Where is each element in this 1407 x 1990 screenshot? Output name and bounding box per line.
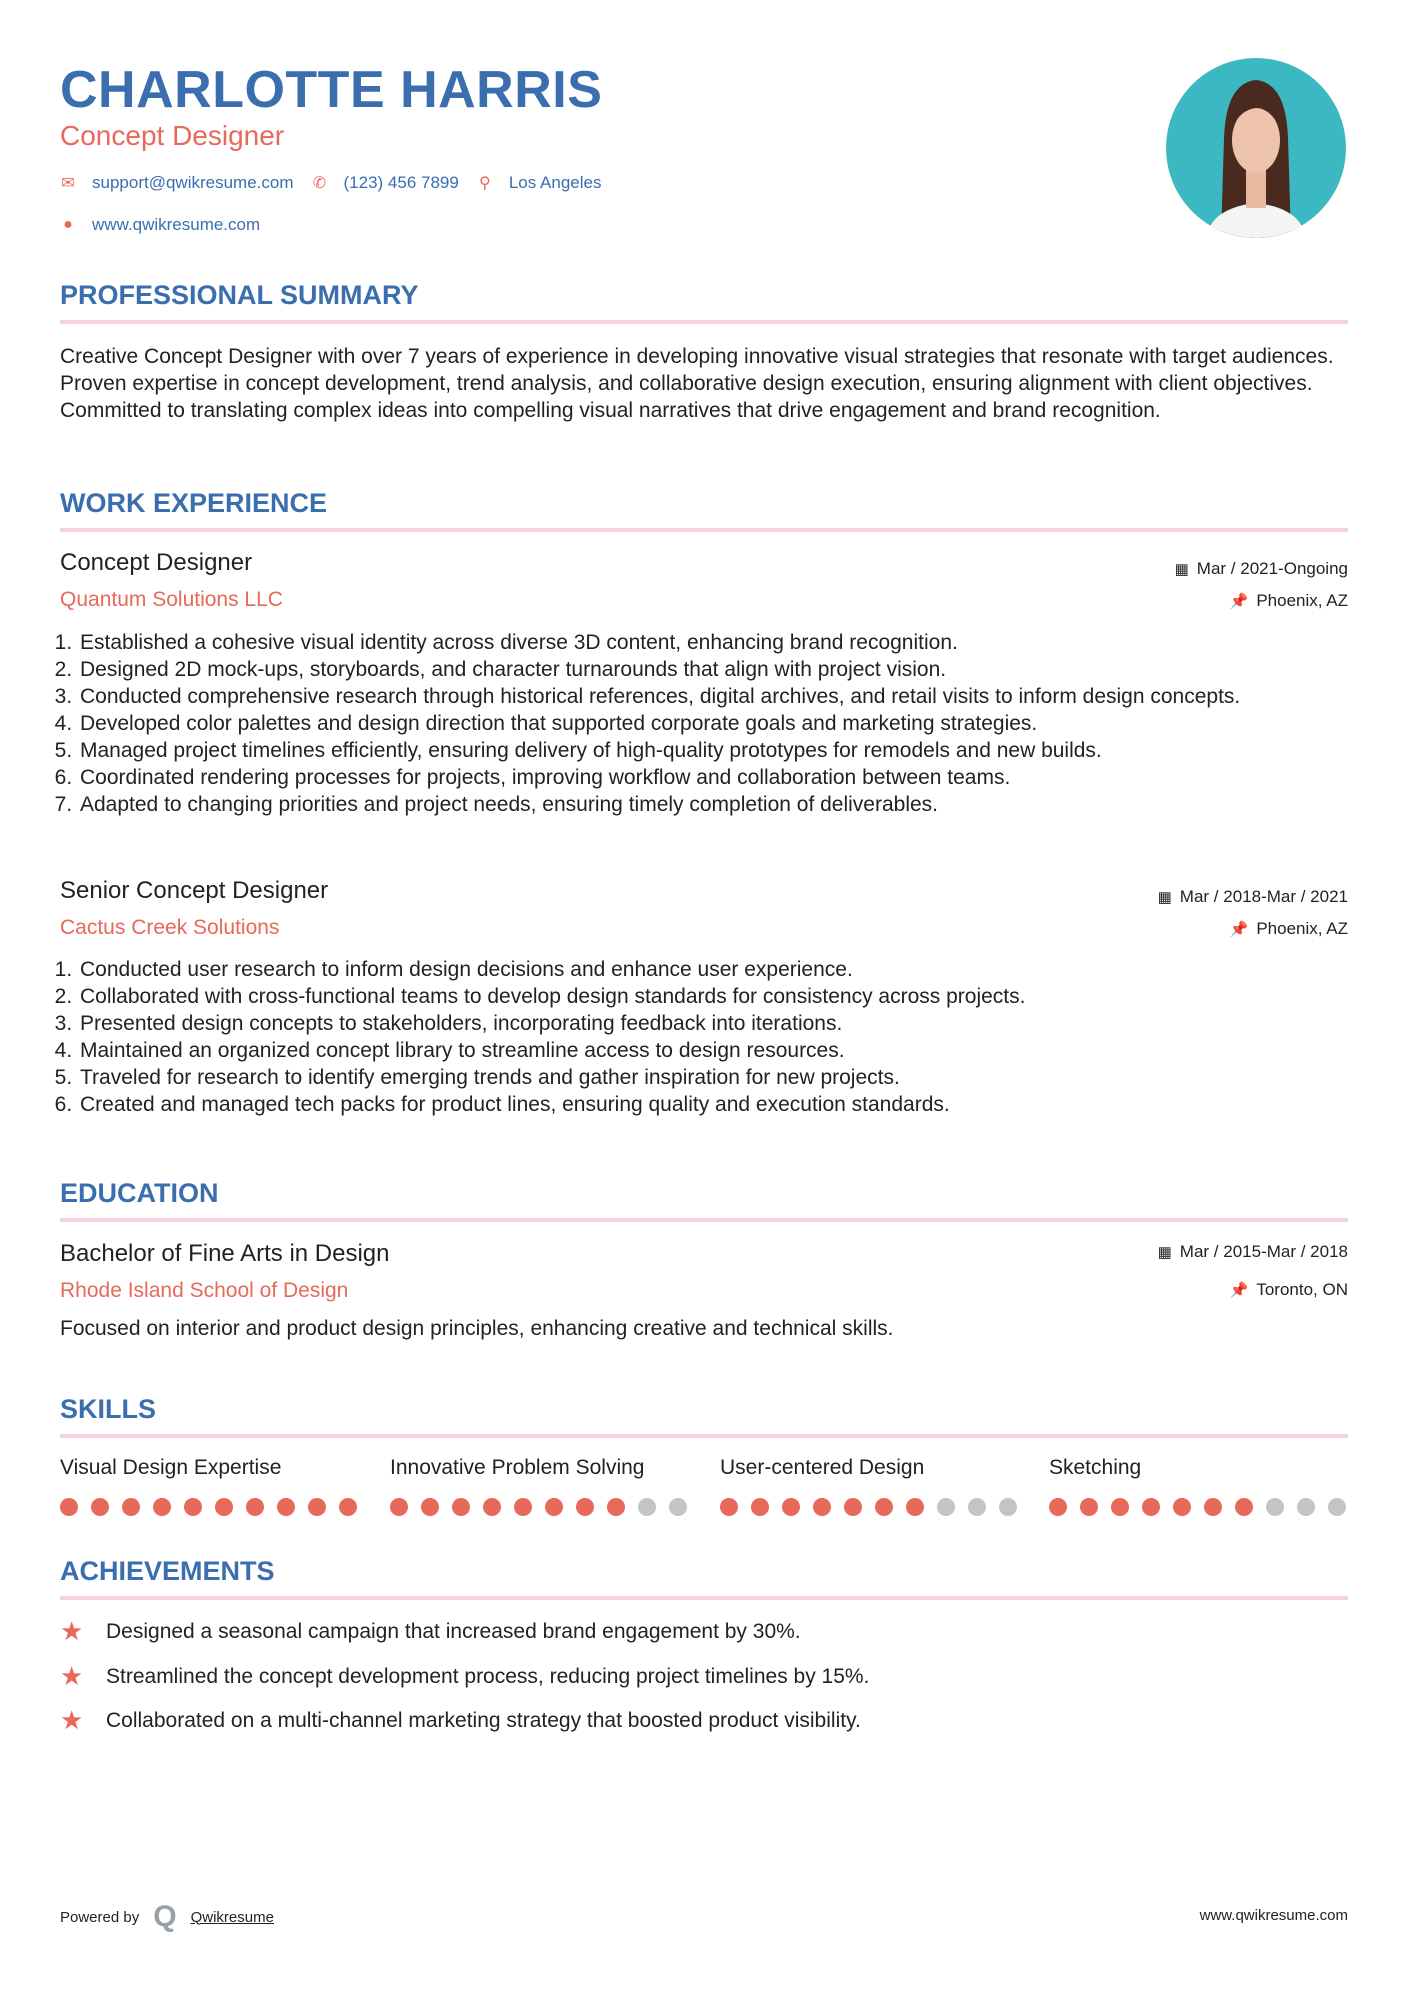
section-divider bbox=[60, 320, 1348, 324]
bullet-item: 5. Traveled for research to identify emerging trends and gather inspiration for new projects. bbox=[78, 1064, 1366, 1091]
star-icon: ★ bbox=[60, 1705, 84, 1735]
rating-dot-filled bbox=[1049, 1498, 1067, 1516]
work-heading: WORK EXPERIENCE bbox=[60, 488, 328, 518]
rating-dot-filled bbox=[1235, 1498, 1253, 1516]
rating-dot-filled bbox=[906, 1498, 924, 1516]
skill-rating bbox=[60, 1498, 360, 1516]
rating-dot-filled bbox=[1111, 1498, 1129, 1516]
job-title: Concept Designer bbox=[60, 120, 285, 151]
skill-rating bbox=[720, 1498, 1020, 1516]
rating-dot-filled bbox=[308, 1498, 326, 1516]
section-divider bbox=[60, 1434, 1348, 1438]
summary-heading: PROFESSIONAL SUMMARY bbox=[60, 280, 419, 310]
rating-dot-filled bbox=[1173, 1498, 1191, 1516]
rating-dot-empty bbox=[1297, 1498, 1315, 1516]
skill-rating bbox=[390, 1498, 690, 1516]
job-1-location bbox=[1230, 591, 1348, 611]
rating-dot-filled bbox=[1142, 1498, 1160, 1516]
pushpin-icon: 📌 bbox=[1229, 593, 1249, 610]
rating-dot-empty bbox=[937, 1498, 955, 1516]
rating-dot-filled bbox=[751, 1498, 769, 1516]
achievement-text: Designed a seasonal campaign that increased brand engagement by 30%. bbox=[106, 1619, 801, 1643]
website-link[interactable]: www.qwikresume.com bbox=[92, 215, 261, 234]
skill-rating bbox=[1049, 1498, 1349, 1516]
rating-dot-filled bbox=[607, 1498, 625, 1516]
bullet-item: 3. Presented design concepts to stakeholders, incorporating feedback into iterations. bbox=[78, 1010, 1366, 1037]
rating-dot-filled bbox=[153, 1498, 171, 1516]
star-icon: ★ bbox=[60, 1616, 84, 1646]
rating-dot-empty bbox=[1266, 1498, 1284, 1516]
school-name: Rhode Island School of Design bbox=[60, 1279, 349, 1302]
job-2-title: Senior Concept Designer bbox=[60, 877, 329, 904]
education-location bbox=[1230, 1280, 1348, 1300]
skill-name: Innovative Problem Solving bbox=[390, 1456, 645, 1479]
job-1-title: Concept Designer bbox=[60, 549, 253, 576]
rating-dot-filled bbox=[813, 1498, 831, 1516]
job-2-location bbox=[1230, 919, 1348, 939]
rating-dot-filled bbox=[215, 1498, 233, 1516]
rating-dot-filled bbox=[60, 1498, 78, 1516]
job-2-company: Cactus Creek Solutions bbox=[60, 916, 280, 939]
rating-dot-filled bbox=[339, 1498, 357, 1516]
bullet-item: 1. Established a cohesive visual identity across diverse 3D content, enhancing brand recognition. bbox=[78, 629, 1366, 656]
location-pin-icon: ⚲ bbox=[478, 175, 491, 192]
job-1-company: Quantum Solutions LLC bbox=[60, 588, 283, 611]
pushpin-icon: 📌 bbox=[1229, 1282, 1249, 1299]
achievement-item bbox=[60, 1661, 869, 1692]
profile-photo bbox=[1166, 58, 1346, 238]
bullet-item: 4. Developed color palettes and design direction that supported corporate goals and marketing strategies. bbox=[78, 710, 1366, 737]
calendar-icon: ▦ bbox=[1157, 1244, 1172, 1261]
rating-dot-filled bbox=[91, 1498, 109, 1516]
dates-text: Mar / 2018-Mar / 2021 bbox=[1179, 887, 1348, 906]
bullet-item: 2. Designed 2D mock-ups, storyboards, and character turnarounds that align with project vision. bbox=[78, 656, 1366, 683]
job-2-bullets bbox=[60, 956, 1366, 1118]
pushpin-icon: 📌 bbox=[1229, 921, 1249, 938]
bullet-item: 3. Conducted comprehensive research through historical references, digital archives, and retail visits to inform design concepts. bbox=[78, 683, 1366, 710]
skill-item bbox=[720, 1456, 1020, 1516]
skill-item bbox=[390, 1456, 690, 1516]
rating-dot-filled bbox=[452, 1498, 470, 1516]
skill-name: User-centered Design bbox=[720, 1456, 925, 1479]
skill-name: Sketching bbox=[1049, 1456, 1142, 1479]
location-text: Toronto, ON bbox=[1256, 1280, 1348, 1299]
job-2-dates bbox=[1158, 887, 1348, 907]
location-text: Phoenix, AZ bbox=[1256, 591, 1348, 610]
bullet-item: 4. Maintained an organized concept library to streamline access to design resources. bbox=[78, 1037, 1366, 1064]
dates-text: Mar / 2015-Mar / 2018 bbox=[1179, 1242, 1348, 1261]
rating-dot-filled bbox=[246, 1498, 264, 1516]
footer-powered-by bbox=[60, 1900, 274, 1934]
rating-dot-filled bbox=[545, 1498, 563, 1516]
job-1-dates bbox=[1175, 559, 1348, 579]
website-row bbox=[60, 215, 278, 235]
rating-dot-filled bbox=[483, 1498, 501, 1516]
bullet-item: 6. Created and managed tech packs for product lines, ensuring quality and execution standards. bbox=[78, 1091, 1366, 1118]
rating-dot-filled bbox=[1204, 1498, 1222, 1516]
bullet-item: 1. Conducted user research to inform design decisions and enhance user experience. bbox=[78, 956, 1366, 983]
rating-dot-filled bbox=[277, 1498, 295, 1516]
skill-item bbox=[1049, 1456, 1349, 1516]
bullet-item: 7. Adapted to changing priorities and project needs, ensuring timely completion of deliverables. bbox=[78, 791, 1366, 818]
achievement-text: Collaborated on a multi-channel marketing strategy that boosted product visibility. bbox=[106, 1708, 861, 1732]
rating-dot-filled bbox=[720, 1498, 738, 1516]
skill-name: Visual Design Expertise bbox=[60, 1456, 282, 1479]
skills-heading: SKILLS bbox=[60, 1394, 157, 1424]
education-description: Focused on interior and product design principles, enhancing creative and technical skills. bbox=[60, 1317, 894, 1340]
footer-website[interactable]: www.qwikresume.com bbox=[1199, 1907, 1348, 1924]
education-dates bbox=[1158, 1242, 1348, 1262]
achievement-text: Streamlined the concept development process, reducing project timelines by 15%. bbox=[106, 1664, 870, 1688]
achievements-heading: ACHIEVEMENTS bbox=[60, 1556, 275, 1586]
rating-dot-filled bbox=[514, 1498, 532, 1516]
rating-dot-empty bbox=[638, 1498, 656, 1516]
rating-dot-filled bbox=[184, 1498, 202, 1516]
phone-text: (123) 456 7899 bbox=[343, 173, 459, 192]
bullet-item: 2. Collaborated with cross-functional teams to develop design standards for consistency across projects. bbox=[78, 983, 1366, 1010]
rating-dot-filled bbox=[421, 1498, 439, 1516]
bullet-item: 6. Coordinated rendering processes for projects, improving workflow and collaboration between teams. bbox=[78, 764, 1366, 791]
candidate-name: CHARLOTTE HARRIS bbox=[60, 61, 603, 119]
rating-dot-filled bbox=[390, 1498, 408, 1516]
calendar-icon: ▦ bbox=[1157, 889, 1172, 906]
achievement-item bbox=[60, 1616, 801, 1647]
envelope-icon: ✉ bbox=[61, 175, 75, 192]
qwikresume-logo-icon: Q bbox=[153, 1900, 177, 1933]
rating-dot-filled bbox=[875, 1498, 893, 1516]
email-link[interactable]: support@qwikresume.com bbox=[92, 173, 294, 192]
star-icon: ★ bbox=[60, 1661, 84, 1691]
skill-item bbox=[60, 1456, 360, 1516]
summary-text: Creative Concept Designer with over 7 years of experience in developing innovative visual strategies that resonate with target audiences. Proven expertise in concept development, trend analysis, and collaborative design execution, ensuring alignment with client objectives. Committed to translating complex ideas into compelling visual narratives that drive engagement and brand recognition. bbox=[60, 345, 1334, 422]
achievement-item bbox=[60, 1705, 861, 1736]
section-divider bbox=[60, 528, 1348, 532]
rating-dot-empty bbox=[999, 1498, 1017, 1516]
rating-dot-filled bbox=[1080, 1498, 1098, 1516]
rating-dot-filled bbox=[576, 1498, 594, 1516]
qwikresume-link[interactable]: Qwikresume bbox=[190, 1908, 274, 1926]
rating-dot-filled bbox=[844, 1498, 862, 1516]
education-heading: EDUCATION bbox=[60, 1178, 219, 1208]
rating-dot-filled bbox=[122, 1498, 140, 1516]
job-1-bullets bbox=[60, 629, 1366, 818]
bullet-item: 5. Managed project timelines efficiently, ensuring delivery of high-quality prototypes for remodels and new builds. bbox=[78, 737, 1366, 764]
rating-dot-empty bbox=[1328, 1498, 1346, 1516]
calendar-icon: ▦ bbox=[1174, 561, 1189, 578]
section-divider bbox=[60, 1218, 1348, 1222]
dates-text: Mar / 2021-Ongoing bbox=[1196, 559, 1348, 578]
rating-dot-filled bbox=[782, 1498, 800, 1516]
rating-dot-empty bbox=[968, 1498, 986, 1516]
degree-title: Bachelor of Fine Arts in Design bbox=[60, 1240, 390, 1267]
globe-icon: ● bbox=[63, 216, 73, 233]
location-text: Phoenix, AZ bbox=[1256, 919, 1348, 938]
phone-icon: ✆ bbox=[312, 175, 327, 192]
powered-by-text: Powered by bbox=[60, 1908, 140, 1926]
rating-dot-empty bbox=[669, 1498, 687, 1516]
contact-row bbox=[60, 173, 619, 193]
location-text: Los Angeles bbox=[508, 173, 602, 192]
section-divider bbox=[60, 1596, 1348, 1600]
